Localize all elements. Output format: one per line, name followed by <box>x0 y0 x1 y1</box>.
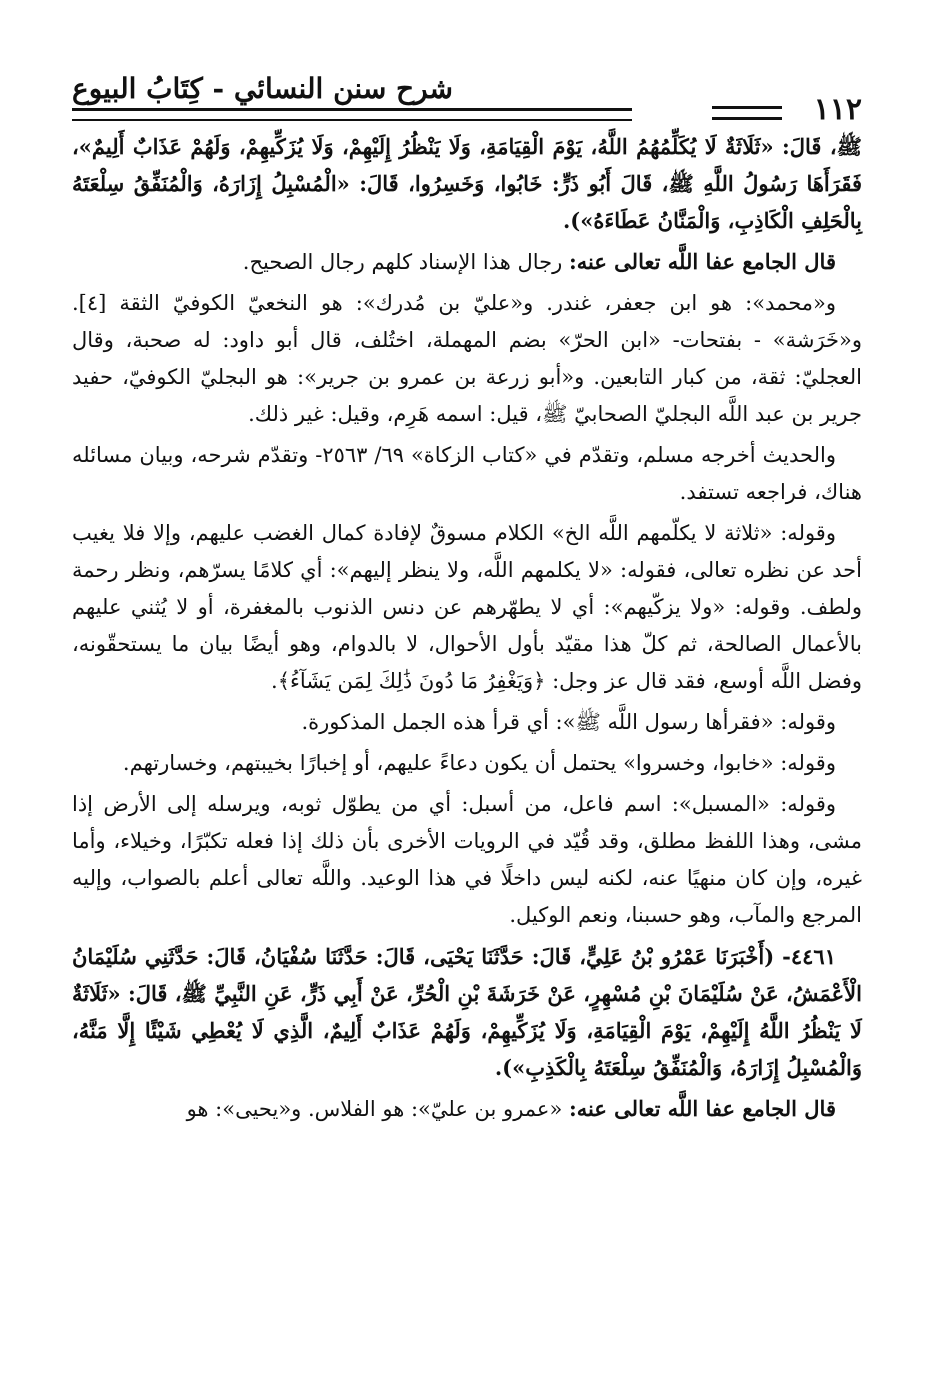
page-number: ١١٢ <box>813 92 862 127</box>
paragraph-text: و«محمد»: هو ابن جعفر، غندر. و«عليّ بن مُدرك»: هو النخعيّ الكوفيّ الثقة [٤]. و«خَرَشة» - بفتحات- «ابن الحرّ» بضم المهملة، اختُلف، قال أبو داود: له صحبة، وقال العجليّ: ثقة، من كبار التابعين. و«أبو زرعة بن عمرو بن جرير»: هو البجليّ الكوفيّ، حفيد جرير بن عبد اللَّه البجليّ الصحابيّ ﷺ، قيل: اسمه هَرِم، وقيل: غير ذلك. <box>72 291 862 426</box>
explanation-paragraph <box>72 704 862 741</box>
paragraph-text: ﷺ، قَالَ: «ثَلَاثَةٌ لَا يُكَلِّمُهُمُ اللَّهُ، يَوْمَ الْقِيَامَةِ، وَلَا يَنْظُرُ إِلَيْهِمْ، وَلَا يُزَكِّيهِمْ، وَلَهُمْ عَذَابٌ أَلِيمٌ»، فَقَرَأَهَا رَسُولُ اللَّهِ ﷺ، قَالَ أَبُو ذَرٍّ: خَابُوا، وَخَسِرُوا، قَالَ: «الْمُسْبِلُ إِزَارَهُ، وَالْمُنَفِّقُ سِلْعَتَهُ بِالْحَلِفِ الْكَاذِبِ، وَالْمَنَّانُ عَطَاءَهُ»). <box>72 134 862 233</box>
commentary-lead: قال الجامع عفا اللَّه تعالى عنه: <box>568 249 836 274</box>
hadith-text-continued <box>72 128 862 239</box>
running-title: شرح سنن النسائي - كِتَابُ البيوع <box>72 72 454 105</box>
page-body <box>72 128 862 1358</box>
paragraph-text: «عمرو بن عليّ»: هو الفلاس. و«يحيى»: هو <box>186 1097 569 1121</box>
source-paragraph <box>72 437 862 511</box>
commentary-intro <box>72 1090 862 1128</box>
hadith-text <box>72 938 862 1086</box>
explanation-paragraph <box>72 786 862 934</box>
paragraph-text: وقوله: «المسبل»: اسم فاعل، من أسبل: أي من يطوّل ثوبه، ويرسله إلى الأرض إذا مشى، وهذا اللفظ مطلق، وقد قُيّد في الرويات الأخرى بأن ذلك إذا فعله تكبّرًا، وخيلاء، وأما غيره، وإن كان منهيًا عنه، لكنه ليس داخلًا في هذا الوعيد. واللَّه تعالى أعلم بالصواب، وإليه المرجع والمآب، وهو حسبنا، ونعم الوكيل. <box>72 792 862 927</box>
paragraph-text: وقوله: «ثلاثة لا يكلّمهم اللَّه الخ» الكلام مسوقٌ لإفادة كمال الغضب عليهم، وإلا فلا يغيب أحد عن نظره تعالى، فقوله: «لا يكلمهم اللَّه، ولا ينظر إليهم»: أي كلامًا يسرّهم، ونظر رحمة ولطف. وقوله: «ولا يزكّيهم»: أي لا يطهّرهم عن دنس الذنوب بالمغفرة، أو لا يُثني عليهم بالأعمال الصالحة، ثم كلّ هذا مقيّد بأول الأحوال، لا بالدوام، وهو أيضًا بيان ما يستحقّونه، وفضل اللَّه أوسع، فقد قال عز وجل: ﴿وَيَغْفِرُ مَا دُونَ ذَٰلِكَ لِمَن يَشَآءُ﴾. <box>72 521 862 693</box>
page-header <box>72 72 862 127</box>
narrators-paragraph <box>72 285 862 433</box>
page-number-rule <box>712 106 782 120</box>
paragraph-text: وقوله: «خابوا، وخسروا» يحتمل أن يكون دعاءً عليهم، أو إخبارًا بخيبتهم، وخسارتهم. <box>122 751 836 775</box>
explanation-paragraph <box>72 745 862 782</box>
paragraph-text: والحديث أخرجه مسلم، وتقدّم في «كتاب الزكاة» ٦٩/ ٢٥٦٣- وتقدّم شرحه، وبيان مسائله هناك، فراجعه تستفد. <box>72 443 862 504</box>
paragraph-text: وقوله: «فقرأها رسول اللَّه ﷺ»: أي قرأ هذه الجمل المذكورة. <box>301 710 836 734</box>
commentary-intro <box>72 243 862 281</box>
header-rule <box>72 108 632 121</box>
paragraph-text: ٤٤٦١- (أَخْبَرَنَا عَمْرُو بْنُ عَلِيٍّ، قَالَ: حَدَّثَنَا يَحْيَى، قَالَ: حَدَّثَنَا سُفْيَانُ، قَالَ: حَدَّثَنِي سُلَيْمَانُ الْأَعْمَشُ، عَنْ سُلَيْمَانَ بْنِ مُسْهِرٍ، عَنْ خَرَشَةَ بْنِ الْحُرِّ، عَنْ أَبِي ذَرٍّ، عَنِ النَّبِيِّ ﷺ، قَالَ: «ثَلَاثَةٌ لَا يَنْظُرُ اللَّهُ إِلَيْهِمْ، يَوْمَ الْقِيَامَةِ، وَلَا يُزَكِّيهِمْ، وَلَهُمْ عَذَابٌ أَلِيمٌ، الَّذِي لَا يُعْطِي شَيْئًا إِلَّا مَنَّهُ، وَالْمُسْبِلُ إِزَارَهُ، وَالْمُنَفِّقُ سِلْعَتَهُ بِالْكَذِبِ»). <box>72 944 862 1080</box>
commentary-lead: قال الجامع عفا اللَّه تعالى عنه: <box>568 1096 836 1121</box>
paragraph-text: رجال هذا الإسناد كلهم رجال الصحيح. <box>242 250 569 274</box>
explanation-paragraph <box>72 515 862 700</box>
